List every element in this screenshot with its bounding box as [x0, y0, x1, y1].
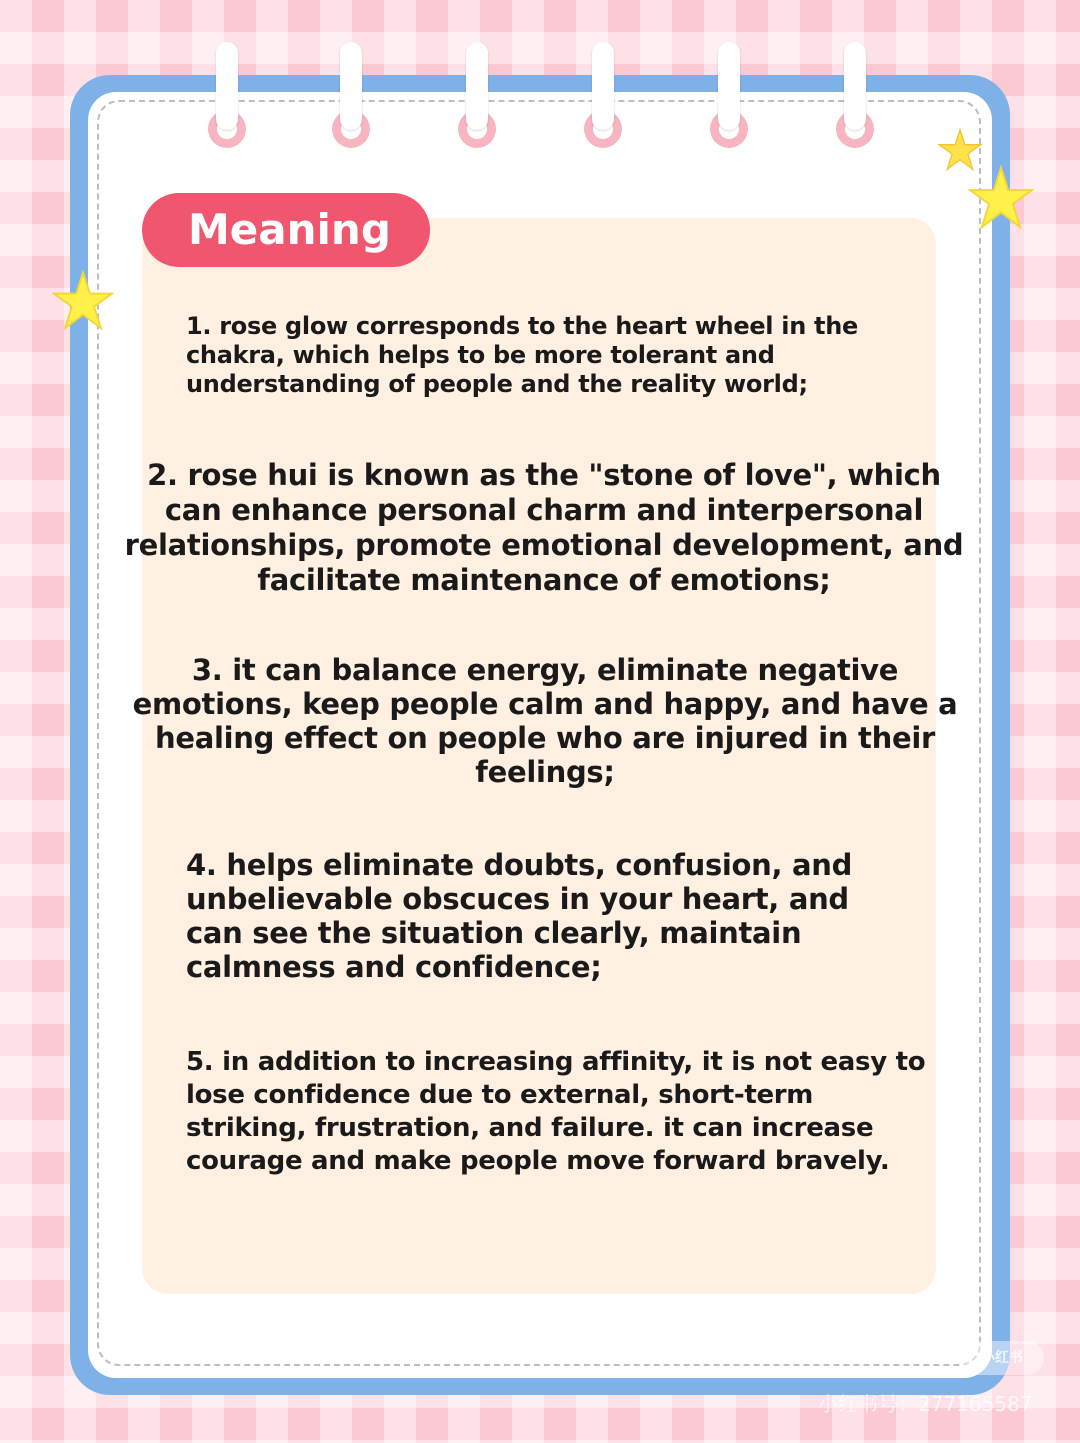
meaning-point-3: 3. it can balance energy, eliminate negative emotions, keep people calm and happy, and have a healing effect on people who are injured in their feelings; [132, 653, 958, 789]
star-icon [52, 270, 114, 332]
star-icon [968, 165, 1034, 231]
binder-ring-bar [592, 42, 614, 130]
meaning-point-5: 5. in addition to increasing affinity, it is not easy to lose confidence due to external, short-term striking, frustration, and failure. it can increase courage and make people move forward bravely. [186, 1047, 926, 1176]
binder-ring-bar [844, 42, 866, 130]
binder-ring-bar [340, 42, 362, 130]
meaning-point-4: 4. helps eliminate doubts, confusion, and unbelievable obscuces in your heart, and can see the situation clearly, maintain calmness and confidence; [186, 848, 853, 984]
meaning-point-2: 2. rose hui is known as the "stone of love", which can enhance personal charm and interpersonal relationships, promote emotional development, and facilitate maintenance of emotions; [124, 458, 964, 597]
binder-ring-bar [466, 42, 488, 130]
page-title: Meaning [142, 193, 430, 267]
binder-ring-bar [216, 42, 238, 130]
watermark-logo: 小红书 [960, 1341, 1044, 1375]
meaning-point-1: 1. rose glow corresponds to the heart wheel in the chakra, which helps to be more tolerant and understanding of people and the reality world; [186, 312, 858, 398]
watermark-id: 小红书号：277165587 [818, 1392, 1033, 1416]
binder-ring-bar [718, 42, 740, 130]
